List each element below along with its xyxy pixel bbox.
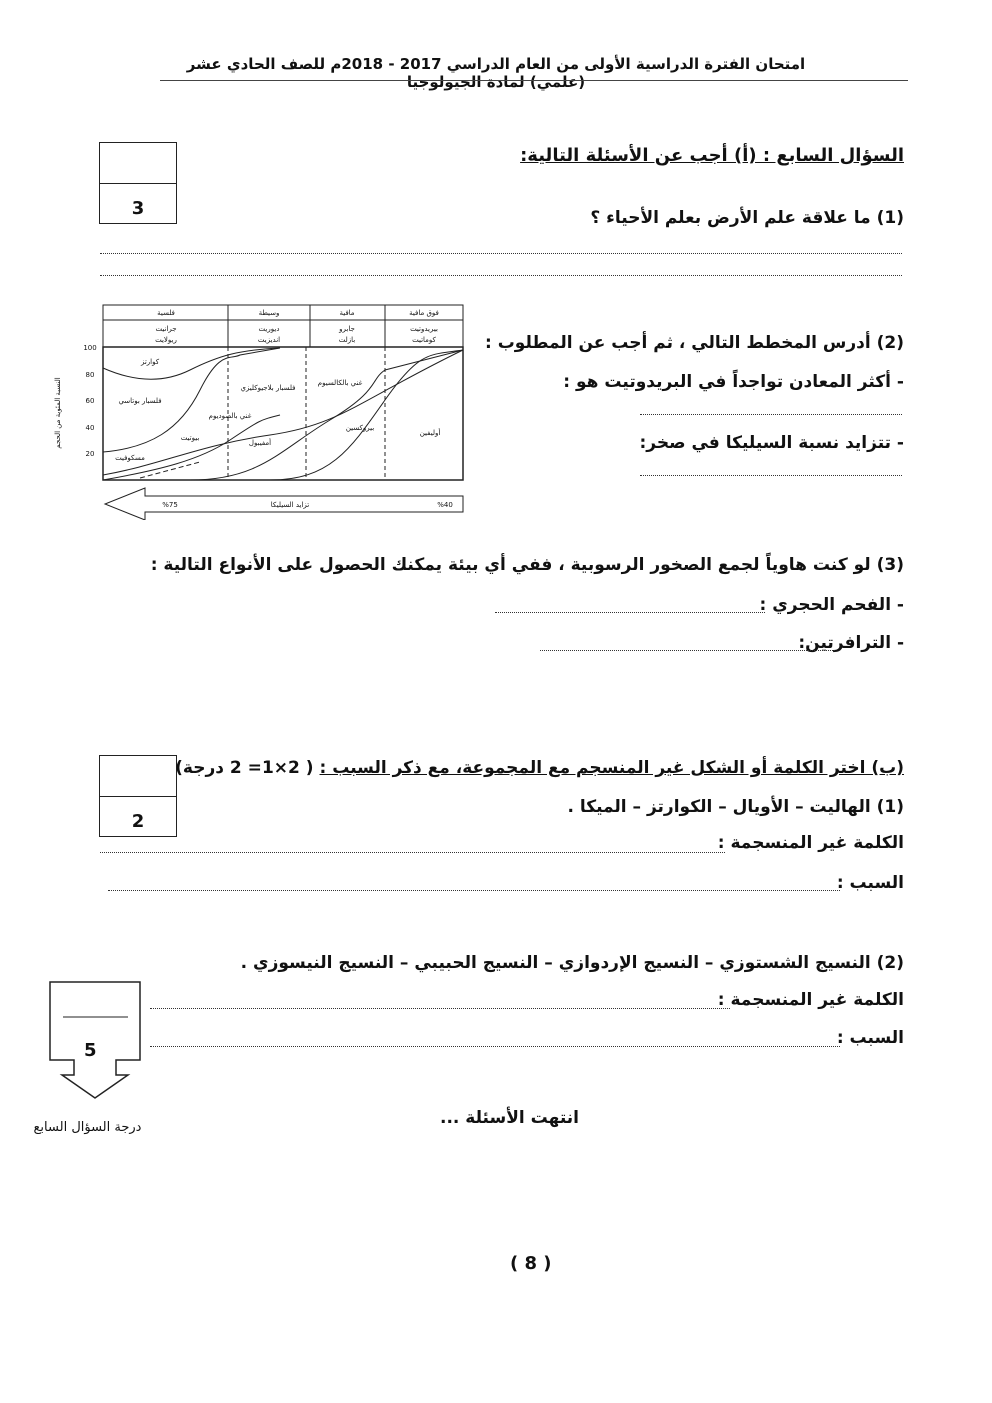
score-a: 3 [131, 198, 145, 219]
mineral-label: كوارتز [140, 358, 160, 366]
question-1: (1) ما علاقة علم الأرض بعلم الأحياء ؟ [590, 208, 904, 228]
mineral-label: أوليفين [419, 429, 441, 437]
b2-reason-label: السبب : [836, 1028, 904, 1048]
question-2a: - أكثر المعادن تواجداً في البريدوتيت هو : [563, 372, 904, 392]
rock-name: بازلت [338, 336, 356, 344]
answer-line[interactable] [100, 852, 725, 853]
y-axis-label: النسبة المئوية من الحجم [54, 377, 62, 449]
rock-name: ديوريت [258, 325, 280, 333]
column-type: فوق مافية [409, 309, 439, 317]
answer-line[interactable] [100, 253, 902, 254]
question-3: (3) لو كنت هاوياً لجمع الصخور الرسوبية ، ففي أي بيئة يمكنك الحصول على الأنواع التالية : [150, 555, 904, 575]
mineral-label: غني بالصوديوم [208, 412, 252, 420]
score-b: 2 [131, 811, 145, 832]
page-number: ( 8 ) [510, 1253, 552, 1274]
silica-75: %75 [162, 501, 178, 509]
rock-name: جابرو [339, 325, 355, 333]
header-divider [160, 80, 908, 81]
end-text: انتهت الأسئلة ... [440, 1108, 579, 1128]
rock-name: انديزيت [257, 336, 281, 344]
mineral-label: بيوتيت [180, 434, 200, 442]
total-score: 5 [84, 1040, 97, 1061]
rock-name: جرانيت [155, 325, 177, 333]
silica-40: %40 [437, 501, 453, 509]
y-tick: 40 [85, 424, 95, 432]
mineral-label: فلسبار بوتاسي [118, 397, 162, 405]
y-tick: 20 [85, 450, 95, 458]
arrow-label: تزايد السيليكا [270, 501, 310, 509]
answer-line[interactable] [150, 1008, 730, 1009]
exam-header: امتحان الفترة الدراسية الأولى من العام الدراسي 2017 - 2018م للصف الحادي عشر (علمي) لمادة الجيولوجيا [186, 55, 806, 91]
question-2: (2) أدرس المخطط التالي ، ثم أجب عن المطلوب : [484, 333, 904, 353]
answer-line[interactable] [640, 414, 902, 415]
rock-name: كوماتيت [412, 336, 436, 344]
b2-word-label: الكلمة غير المنسجمة : [717, 990, 904, 1010]
y-tick: 100 [83, 344, 97, 352]
question-3a: - الفحم الحجري : [759, 595, 904, 615]
part-b-title: (ب) اختر الكلمة أو الشكل غير المنسجم مع المجموعة، مع ذكر السبب : [319, 758, 904, 778]
part-b-marks: ( 2×1= 2 درجة) [175, 758, 314, 778]
part-b-heading [175, 758, 904, 778]
part-a-title: السؤال السابع : (أ) أجب عن الأسئلة التالية: [520, 145, 904, 166]
y-tick: 80 [85, 371, 95, 379]
column-type: مافية [339, 309, 355, 317]
total-score-label: درجة السؤال السابع [33, 1120, 142, 1135]
answer-line[interactable] [150, 1046, 840, 1047]
y-tick: 60 [85, 397, 95, 405]
mineral-label: مسكوفيت [115, 454, 145, 462]
rock-name: ريولايت [155, 336, 177, 344]
column-type: فلسية [157, 309, 175, 317]
question-b2: (2) النسيج الشستوزي – النسيج الإردوازي – النسيج الحبيبي – النسيج النيسوزي . [240, 953, 904, 973]
score-box-a [99, 142, 177, 224]
answer-line[interactable] [100, 275, 902, 276]
question-2b: - تتزايد نسبة السيليكا في صخر: [639, 433, 904, 453]
mineral-label: أمفيبول [248, 439, 272, 447]
b1-reason-label: السبب : [836, 873, 904, 893]
mineral-label: غني بالكالسيوم [317, 379, 363, 387]
mineral-label: بيروكسين [345, 424, 375, 432]
rock-name: بيريدوتيت [410, 325, 438, 333]
b1-word-label: الكلمة غير المنسجمة : [717, 833, 904, 853]
column-type: وسيطة [258, 309, 280, 317]
answer-line[interactable] [108, 890, 840, 891]
answer-line[interactable] [540, 650, 835, 651]
score-box-b [99, 755, 177, 837]
answer-line[interactable] [495, 612, 765, 613]
silica-diagram [40, 300, 480, 520]
question-3b: - الترافرتين: [798, 633, 904, 653]
answer-line[interactable] [640, 475, 902, 476]
mineral-label: فلسبار بلاجيوكليزي [240, 384, 296, 392]
question-b1: (1) الهاليت – الأويال – الكوارتز – الميكا . [567, 797, 904, 817]
